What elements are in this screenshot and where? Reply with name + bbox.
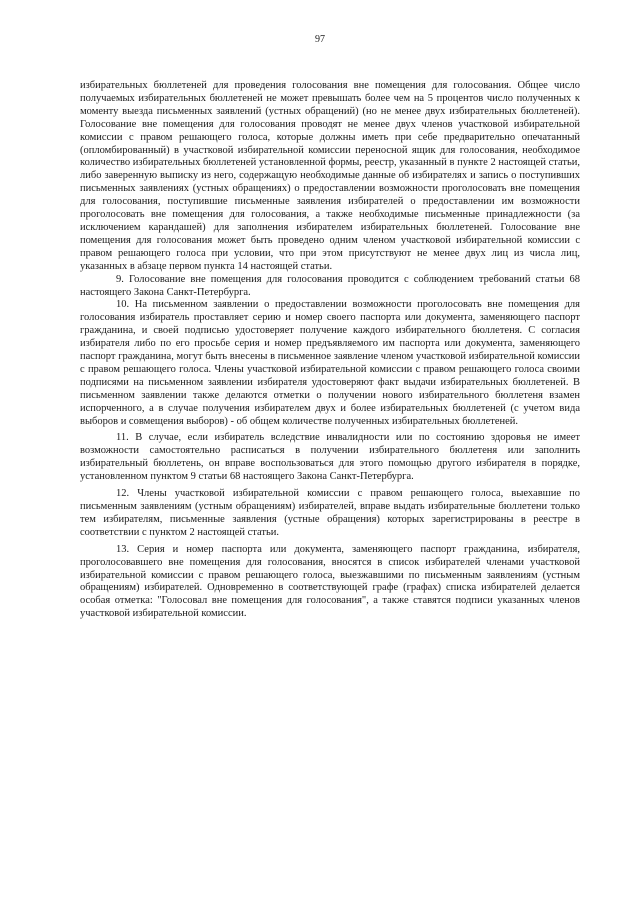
paragraph-item-11: 11. В случае, если избиратель вследствие инвалидности или по состоянию здоровья не имеет возможности самостоятельно расписаться в получении избирательного бюллетеня или заполнить избирательный бюллетень, он вправе воспользоваться для этого помощью другого избирателя в порядке, установленном пунктом 9 статьи 68 настоящего Закона Санкт-Петербурга. xyxy=(80,432,580,483)
paragraph-item-9: 9. Голосование вне помещения для голосования проводится с соблюдением требований статьи 68 настоящего Закона Санкт-Петербурга. xyxy=(80,273,580,298)
document-body xyxy=(80,80,580,621)
paragraph-item-13: 13. Серия и номер паспорта или документа, заменяющего паспорт гражданина, избирателя, проголосовавшего вне помещения для голосования, вносятся в список избирателей членами участковой избирательной комиссии с правом решающего голоса, выезжавшими по письменным заявлениям (устным обращениям) избирателей. Одновременно в соответствующей графе (графах) списка избирателей делается особая отметка: "Голосовал вне помещения для голосования", а также ставятся подписи указанных членов участковой избирательной комиссии. xyxy=(80,543,580,620)
paragraph-item-12: 12. Члены участковой избирательной комиссии с правом решающего голоса, выехавшие по письменным заявлениям (устным обращениям) избирателей, вправе выдать избирательные бюллетени только тем избирателям, письменные заявления (устные обращения) которых зарегистрированы в реестре в соответствии с пунктом 2 настоящей статьи. xyxy=(80,488,580,538)
page-number: 97 xyxy=(315,34,325,45)
paragraph-item-10: 10. На письменном заявлении о предоставлении возможности проголосовать вне помещения для голосования избиратель проставляет серию и номер своего паспорта или документа, заменяющего паспорт гражданина, и своей подписью удостоверяет получение каждого избирательного бюллетеня. С согласия избирателя либо по его просьбе серия и номер предъявляемого им паспорта или документа, заменяющего паспорт гражданина, могут быть внесены в письменное заявление членом участковой избирательной комиссии с правом решающего голоса. Члены участковой избирательной комиссии с правом решающего голоса своими подписями на письменном заявлении избирателя удостоверяют факт выдачи избирательных бюллетеней. В письменном заявлении также делаются отметки о получении нового избирательного бюллетеня взамен испорченного, а в случае получения избирателем двух и более избирательных бюллетеней (с учетом вида выборов и совмещения выборов) - об общем количестве полученных избирательных бюллетеней. xyxy=(80,299,580,427)
paragraph-continuation: избирательных бюллетеней для проведения голосования вне помещения для голосования. Общее число получаемых избирательных бюллетеней не может превышать более чем на 5 процентов число полученных к моменту выезда письменных заявлений (устных обращений) (но не менее двух избирательных бюллетеней). Голосование вне помещения для голосования проводят не менее двух членов участковой избирательной комиссии с правом решающего голоса, которые должны иметь при себе предварительно опечатанный (опломбированный) в участковой избирательной комиссии переносной ящик для голосования, необходимое количество избирательных бюллетеней установленной формы, реестр, указанный в пункте 2 настоящей статьи, либо заверенную выписку из него, содержащую необходимые данные об избирателях и запись о поступивших письменных заявлениях (устных обращениях) о предоставлении возможности проголосовать вне помещения для голосования, поступившие письменные заявления избирателей о предоставлении им возможности проголосовать вне помещения для голосования, а также необходимые письменные принадлежности (за исключением карандашей) для заполнения избирателем избирательных бюллетеней. Голосование вне помещения для голосования может быть проведено одним членом участковой избирательной комиссии с правом решающего голоса при условии, что при этом присутствуют не менее двух лиц из числа лиц, указанных в абзаце первом пункта 14 настоящей статьи. xyxy=(80,80,580,272)
